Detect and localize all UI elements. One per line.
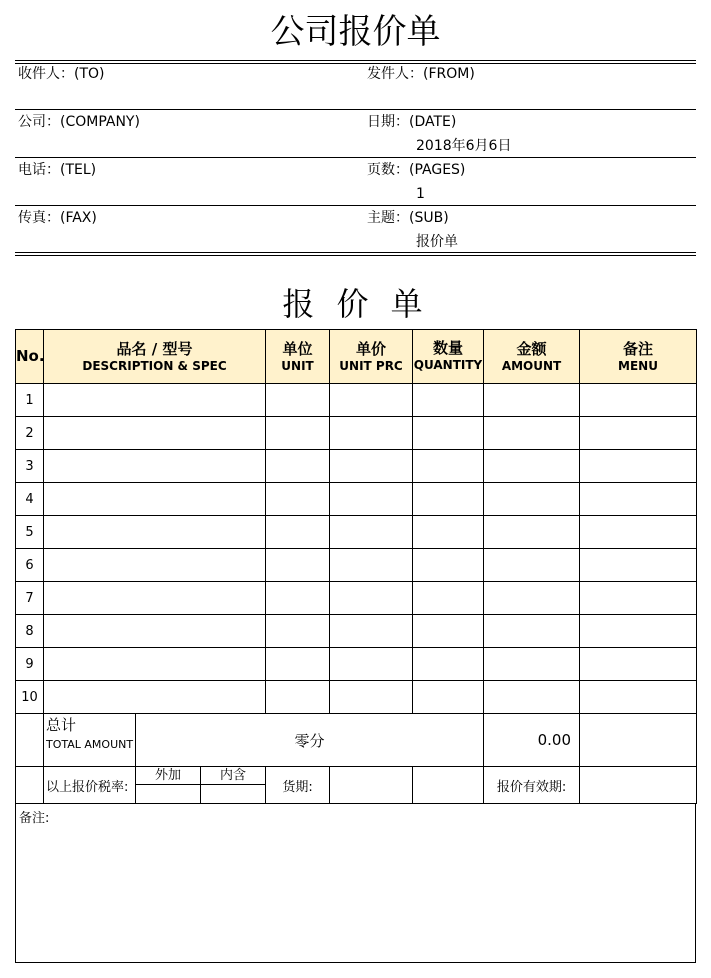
cell-unit-price[interactable] xyxy=(330,417,413,450)
cell-unit-price[interactable] xyxy=(330,384,413,417)
pages-value: 1 xyxy=(416,186,425,202)
tel-label: 电话：(TEL) xyxy=(18,162,97,178)
cell-memo[interactable] xyxy=(580,615,697,648)
pages-label: 页数：(PAGES) xyxy=(367,162,466,178)
cell-memo[interactable] xyxy=(580,516,697,549)
table-row xyxy=(16,384,697,417)
bottom-divider-1 xyxy=(15,252,696,253)
quote-table xyxy=(15,329,697,804)
header-memo-zh: 备注 xyxy=(623,339,654,358)
cell-quantity[interactable] xyxy=(413,384,484,417)
cell-unit[interactable] xyxy=(266,384,330,417)
cell-amount[interactable] xyxy=(484,384,580,417)
cell-unit[interactable] xyxy=(266,615,330,648)
cell-memo[interactable] xyxy=(580,483,697,516)
cell-description[interactable] xyxy=(44,549,266,582)
top-divider-2 xyxy=(15,63,696,64)
total-amount-value[interactable]: 0.00 xyxy=(484,714,580,767)
header-memo-en: MENU xyxy=(618,358,658,373)
tax-row-blank[interactable] xyxy=(413,767,484,804)
divider-company xyxy=(15,109,696,110)
cell-unit[interactable] xyxy=(266,483,330,516)
total-label-zh: 总计 xyxy=(46,716,77,734)
date-value: 2018年6月6日 xyxy=(416,138,512,154)
cell-memo[interactable] xyxy=(580,582,697,615)
cell-amount[interactable] xyxy=(484,516,580,549)
cell-unit-price[interactable] xyxy=(330,615,413,648)
total-row-spacer xyxy=(16,714,44,767)
tax-extra-value[interactable] xyxy=(136,785,201,804)
cell-description[interactable] xyxy=(44,450,266,483)
header-description-en: DESCRIPTION & SPEC xyxy=(82,358,227,373)
header-unit-price-zh: 单价 xyxy=(356,339,387,358)
validity-value[interactable] xyxy=(580,767,697,804)
row-number: 8 xyxy=(16,615,44,648)
total-memo-cell[interactable] xyxy=(580,714,697,767)
remarks-box[interactable] xyxy=(15,803,696,963)
cell-quantity[interactable] xyxy=(413,417,484,450)
cell-unit[interactable] xyxy=(266,516,330,549)
total-row xyxy=(16,714,697,767)
header-unit-price xyxy=(330,330,413,384)
cell-amount[interactable] xyxy=(484,615,580,648)
cell-unit[interactable] xyxy=(266,417,330,450)
cell-description[interactable] xyxy=(44,582,266,615)
cell-amount[interactable] xyxy=(484,483,580,516)
header-unit-zh: 单位 xyxy=(282,339,313,358)
cell-memo[interactable] xyxy=(580,384,697,417)
cell-description[interactable] xyxy=(44,516,266,549)
table-row xyxy=(16,516,697,549)
cell-quantity[interactable] xyxy=(413,615,484,648)
to-label: 收件人：(TO) xyxy=(18,66,105,82)
table-row xyxy=(16,417,697,450)
cell-unit[interactable] xyxy=(266,549,330,582)
header-unit-en: UNIT xyxy=(281,358,314,373)
quote-table-title: 报 价 单 xyxy=(282,285,429,323)
sub-value: 报价单 xyxy=(416,234,458,250)
row-number: 4 xyxy=(16,483,44,516)
tax-rate-label: 以上报价税率: xyxy=(46,780,129,795)
cell-description[interactable] xyxy=(44,681,266,714)
cell-description[interactable] xyxy=(44,417,266,450)
cell-unit-price[interactable] xyxy=(330,648,413,681)
header-quantity-zh: 数量 xyxy=(433,338,464,357)
cell-unit-price[interactable] xyxy=(330,681,413,714)
header-amount-en: AMOUNT xyxy=(501,358,562,373)
header-unit-price-en: UNIT PRC xyxy=(339,358,403,373)
cell-memo[interactable] xyxy=(580,681,697,714)
cell-description[interactable] xyxy=(44,648,266,681)
cell-amount[interactable] xyxy=(484,450,580,483)
cell-unit-price[interactable] xyxy=(330,582,413,615)
cell-memo[interactable] xyxy=(580,450,697,483)
tax-included-value[interactable] xyxy=(201,785,266,804)
cell-memo[interactable] xyxy=(580,648,697,681)
total-label-en: TOTAL AMOUNT xyxy=(46,738,134,751)
table-row xyxy=(16,483,697,516)
cell-amount[interactable] xyxy=(484,648,580,681)
cell-description[interactable] xyxy=(44,384,266,417)
divider-fax xyxy=(15,205,696,206)
date-label: 日期：(DATE) xyxy=(367,114,457,130)
tax-extra-label: 外加 xyxy=(136,767,201,785)
divider-tel xyxy=(15,157,696,158)
cell-quantity[interactable] xyxy=(413,483,484,516)
table-row xyxy=(16,681,697,714)
cell-description[interactable] xyxy=(44,615,266,648)
row-number: 3 xyxy=(16,450,44,483)
row-number: 6 xyxy=(16,549,44,582)
total-label-cell xyxy=(44,714,136,767)
cell-memo[interactable] xyxy=(580,549,697,582)
row-number: 10 xyxy=(16,681,44,714)
bottom-divider-2 xyxy=(15,255,696,256)
cell-amount[interactable] xyxy=(484,582,580,615)
tax-row xyxy=(16,767,697,804)
tax-included-label: 内含 xyxy=(201,767,266,785)
cell-unit-price[interactable] xyxy=(330,516,413,549)
cell-amount[interactable] xyxy=(484,681,580,714)
header-no-text: No. xyxy=(16,346,45,365)
cell-quantity[interactable] xyxy=(413,582,484,615)
table-row xyxy=(16,549,697,582)
header-amount-zh: 金额 xyxy=(516,339,547,358)
cell-unit-price[interactable] xyxy=(330,450,413,483)
company-label: 公司：(COMPANY) xyxy=(18,114,140,130)
header-quantity-en: QUANTITY xyxy=(413,357,483,372)
cell-unit[interactable] xyxy=(266,450,330,483)
table-row xyxy=(16,450,697,483)
header-description-zh: 品名 / 型号 xyxy=(116,339,193,358)
cell-quantity[interactable] xyxy=(413,450,484,483)
row-number: 1 xyxy=(16,384,44,417)
sub-label: 主题：(SUB) xyxy=(367,210,449,226)
table-row xyxy=(16,615,697,648)
cell-description[interactable] xyxy=(44,483,266,516)
tax-rate-label-cell xyxy=(44,767,136,804)
cell-amount[interactable] xyxy=(484,549,580,582)
tax-row-spacer xyxy=(16,767,44,804)
tax-options-cell xyxy=(136,767,266,804)
fax-label: 传真：(FAX) xyxy=(18,210,97,226)
header-memo xyxy=(580,330,697,384)
row-number: 5 xyxy=(16,516,44,549)
header-quantity xyxy=(413,330,484,384)
row-number: 9 xyxy=(16,648,44,681)
cell-amount[interactable] xyxy=(484,417,580,450)
validity-label: 报价有效期: xyxy=(484,767,580,804)
cell-memo[interactable] xyxy=(580,417,697,450)
table-row xyxy=(16,582,697,615)
header-unit xyxy=(266,330,330,384)
cell-unit-price[interactable] xyxy=(330,549,413,582)
document-title: 公司报价单 xyxy=(270,12,441,52)
row-number: 2 xyxy=(16,417,44,450)
table-row xyxy=(16,648,697,681)
cell-quantity[interactable] xyxy=(413,516,484,549)
header-description xyxy=(44,330,266,384)
table-header-row xyxy=(16,330,697,384)
header-amount xyxy=(484,330,580,384)
cell-unit-price[interactable] xyxy=(330,483,413,516)
cell-quantity[interactable] xyxy=(413,648,484,681)
cell-quantity[interactable] xyxy=(413,549,484,582)
delivery-label: 货期: xyxy=(266,767,330,804)
delivery-value[interactable] xyxy=(330,767,413,804)
row-number: 7 xyxy=(16,582,44,615)
tax-options-grid xyxy=(136,767,265,803)
cell-unit[interactable] xyxy=(266,648,330,681)
header-no xyxy=(16,330,44,384)
total-amount-in-words[interactable]: 零分 xyxy=(136,714,484,767)
remarks-label: 备注: xyxy=(19,811,50,826)
cell-unit[interactable] xyxy=(266,681,330,714)
cell-unit[interactable] xyxy=(266,582,330,615)
from-label: 发件人：(FROM) xyxy=(367,66,475,82)
cell-quantity[interactable] xyxy=(413,681,484,714)
top-divider-1 xyxy=(15,60,696,61)
